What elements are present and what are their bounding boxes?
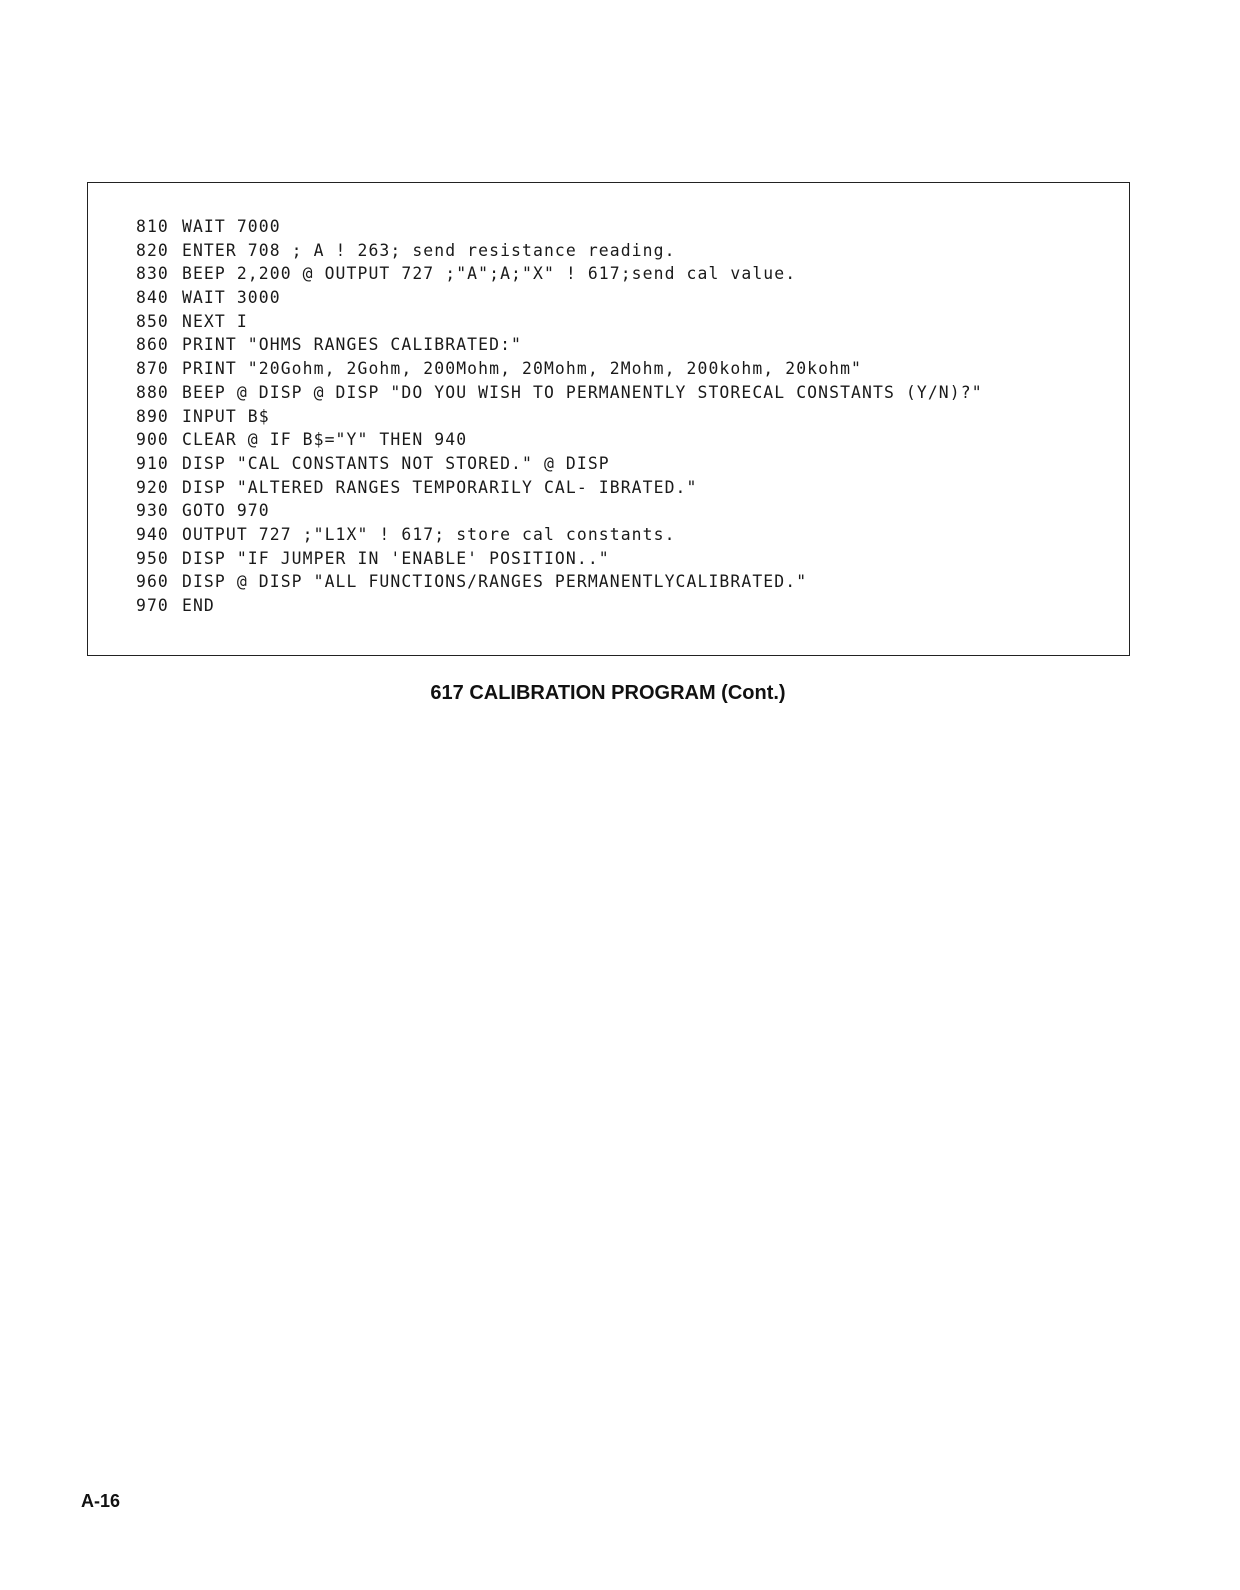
line-statement: CLEAR @ IF B$="Y" THEN 940: [182, 430, 468, 450]
line-statement: INPUT B$: [182, 406, 270, 426]
line-statement: DISP "CAL CONSTANTS NOT STORED." @ DISP: [182, 453, 610, 473]
line-number: 900: [136, 430, 169, 450]
code-line: [136, 357, 983, 381]
line-number: 930: [136, 501, 169, 521]
code-line: [136, 499, 983, 523]
code-line: [136, 452, 983, 476]
code-line: [136, 570, 983, 594]
page-number: A-16: [81, 1491, 121, 1511]
code-line: [136, 286, 983, 310]
code-line: [136, 381, 983, 405]
line-number: 910: [136, 453, 169, 473]
line-statement: NEXT I: [182, 311, 248, 331]
code-line: [136, 310, 983, 334]
line-statement: PRINT "OHMS RANGES CALIBRATED:": [182, 335, 523, 355]
code-line: [136, 405, 983, 429]
line-number: 820: [136, 240, 169, 260]
program-listing-box: [87, 182, 1130, 656]
line-number: 890: [136, 406, 169, 426]
line-number: 880: [136, 382, 169, 402]
line-statement: DISP "ALTERED RANGES TEMPORARILY CAL- IBRATED.": [182, 477, 698, 497]
line-number: 810: [136, 217, 169, 236]
code-line: [136, 333, 983, 357]
line-number: 860: [136, 335, 169, 355]
line-statement: WAIT 3000: [182, 288, 281, 308]
code-line: [136, 476, 983, 500]
code-line: [136, 594, 983, 618]
line-number: 840: [136, 288, 169, 308]
line-number: 830: [136, 264, 169, 284]
code-line: [136, 262, 983, 286]
code-line: [136, 428, 983, 452]
figure-caption: 617 CALIBRATION PROGRAM (Cont.): [430, 682, 786, 704]
line-number: 950: [136, 548, 169, 568]
line-statement: WAIT 7000: [182, 217, 281, 236]
line-statement: DISP "IF JUMPER IN 'ENABLE' POSITION..": [182, 548, 610, 568]
line-statement: BEEP 2,200 @ OUTPUT 727 ;"A";A;"X" ! 617;send cal value.: [182, 264, 797, 284]
line-statement: DISP @ DISP "ALL FUNCTIONS/RANGES PERMANENTLYCALIBRATED.": [182, 572, 808, 592]
line-statement: END: [182, 596, 215, 615]
line-statement: PRINT "20Gohm, 2Gohm, 200Mohm, 20Mohm, 2Mohm, 200kohm, 20kohm": [182, 359, 863, 379]
code-line: [136, 547, 983, 571]
line-number: 870: [136, 359, 169, 379]
line-statement: OUTPUT 727 ;"L1X" ! 617; store cal constants.: [182, 524, 676, 544]
line-number: 940: [136, 524, 169, 544]
line-statement: ENTER 708 ; A ! 263; send resistance reading.: [182, 240, 676, 260]
code-listing: [136, 215, 983, 618]
code-line: [136, 215, 983, 239]
line-number: 960: [136, 572, 169, 592]
code-line: [136, 523, 983, 547]
line-statement: BEEP @ DISP @ DISP "DO YOU WISH TO PERMANENTLY STORECAL CONSTANTS (Y/N)?": [182, 382, 983, 402]
line-number: 970: [136, 596, 169, 615]
code-line: [136, 239, 983, 263]
line-number: 920: [136, 477, 169, 497]
line-number: 850: [136, 311, 169, 331]
line-statement: GOTO 970: [182, 501, 270, 521]
